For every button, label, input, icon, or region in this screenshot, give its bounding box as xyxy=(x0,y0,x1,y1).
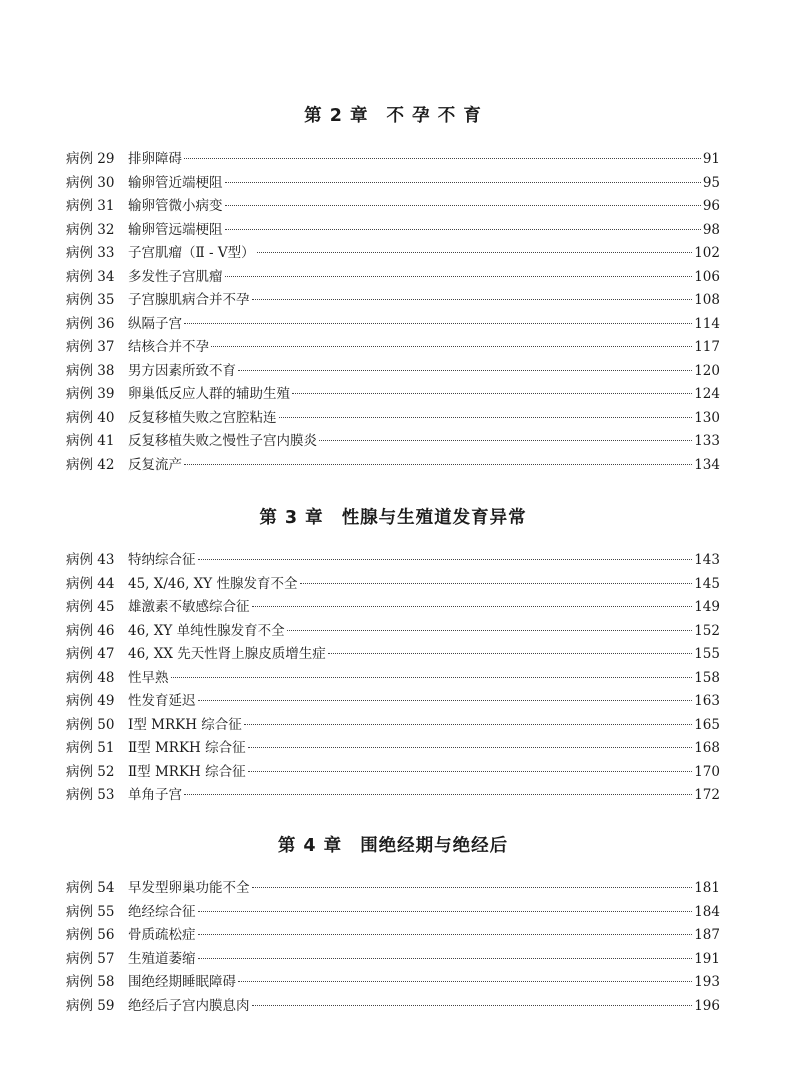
dot-leader xyxy=(238,981,692,982)
page-number: 187 xyxy=(694,927,720,943)
toc-list xyxy=(66,877,720,1018)
dot-leader xyxy=(198,559,693,560)
dot-leader xyxy=(287,630,693,631)
toc-entry[interactable] xyxy=(66,690,720,714)
case-title: 输卵管近端梗阻 xyxy=(128,174,223,191)
case-title: 特纳综合征 xyxy=(128,552,196,568)
case-number: 病例 57 xyxy=(66,950,115,967)
page-number: 149 xyxy=(694,599,720,615)
dot-leader xyxy=(171,677,693,678)
toc-entry[interactable] xyxy=(66,360,720,384)
case-number: 病例 43 xyxy=(66,552,115,568)
case-title: 46, XY 单纯性腺发育不全 xyxy=(128,622,285,639)
toc-entry[interactable] xyxy=(66,924,720,948)
page-number: 152 xyxy=(694,622,720,639)
toc-entry[interactable] xyxy=(66,667,720,691)
chapter-heading xyxy=(66,834,720,858)
toc-entry[interactable] xyxy=(66,877,720,901)
toc-entry[interactable] xyxy=(66,242,720,266)
toc-entry[interactable] xyxy=(66,784,720,808)
page-number: 170 xyxy=(694,763,720,780)
dot-leader xyxy=(184,158,701,159)
case-number: 病例 48 xyxy=(66,669,115,686)
case-title: 性发育延迟 xyxy=(128,693,196,709)
dot-leader xyxy=(328,653,692,654)
case-title: 早发型卵巢功能不全 xyxy=(128,880,250,896)
page-number: 124 xyxy=(694,386,720,402)
dot-leader xyxy=(225,229,701,230)
case-number: 病例 56 xyxy=(66,927,115,943)
chapter-title: 不 孕 不 育 xyxy=(386,106,482,126)
case-number: 病例 42 xyxy=(66,456,115,473)
case-number: 病例 34 xyxy=(66,268,115,285)
page-number: 196 xyxy=(694,997,720,1014)
page-number: 143 xyxy=(694,552,720,568)
dot-leader xyxy=(225,276,693,277)
dot-leader xyxy=(257,252,693,253)
case-title: 多发性子宫肌瘤 xyxy=(128,268,223,285)
page-number: 155 xyxy=(694,646,720,662)
page-number: 172 xyxy=(694,787,720,803)
case-title: 绝经综合征 xyxy=(128,903,196,920)
toc-entry[interactable] xyxy=(66,573,720,597)
case-title: 排卵障碍 xyxy=(128,151,182,167)
page-number: 114 xyxy=(694,315,720,332)
dot-leader xyxy=(184,464,692,465)
case-title: 雄激素不敏感综合征 xyxy=(128,599,250,615)
toc-entry[interactable] xyxy=(66,971,720,995)
case-number: 病例 37 xyxy=(66,339,115,355)
dot-leader xyxy=(225,205,701,206)
dot-leader xyxy=(211,346,692,347)
toc-entry[interactable] xyxy=(66,995,720,1019)
dot-leader xyxy=(252,299,693,300)
case-title: 子宫腺肌病合并不孕 xyxy=(128,292,250,308)
dot-leader xyxy=(198,911,693,912)
toc-entry[interactable] xyxy=(66,643,720,667)
toc-entry[interactable] xyxy=(66,454,720,478)
case-number: 病例 50 xyxy=(66,716,115,733)
page-number: 134 xyxy=(694,456,720,473)
case-title: Ⅱ型 MRKH 综合征 xyxy=(128,763,246,780)
case-number: 病例 40 xyxy=(66,409,115,426)
chapter-title: 性腺与生殖道发育异常 xyxy=(341,508,527,528)
case-title: 反复流产 xyxy=(128,456,182,473)
toc-entry[interactable] xyxy=(66,948,720,972)
toc-entry[interactable] xyxy=(66,549,720,573)
toc-entry[interactable] xyxy=(66,761,720,785)
dot-leader xyxy=(252,887,693,888)
case-title: 输卵管远端梗阻 xyxy=(128,221,223,238)
case-number: 病例 51 xyxy=(66,740,115,756)
case-title: 反复移植失败之宫腔粘连 xyxy=(128,409,277,426)
page-number: 95 xyxy=(702,174,720,191)
case-number: 病例 32 xyxy=(66,221,115,238)
page-number: 96 xyxy=(702,198,720,214)
case-number: 病例 49 xyxy=(66,693,115,709)
case-number: 病例 29 xyxy=(66,151,115,167)
case-number: 病例 46 xyxy=(66,622,115,639)
case-number: 病例 31 xyxy=(66,198,115,214)
case-number: 病例 59 xyxy=(66,997,115,1014)
case-number: 病例 47 xyxy=(66,646,115,662)
chapter-4 xyxy=(66,834,720,1014)
dot-leader xyxy=(238,370,692,371)
chapter-3 xyxy=(66,506,720,803)
toc-entry[interactable] xyxy=(66,620,720,644)
dot-leader xyxy=(244,724,692,725)
toc-entry[interactable] xyxy=(66,219,720,243)
toc-entry[interactable] xyxy=(66,313,720,337)
toc-entry[interactable] xyxy=(66,195,720,219)
chapter-number: 第 2 章 xyxy=(304,106,369,126)
case-title: 45, X/46, XY 性腺发育不全 xyxy=(128,575,298,592)
case-title: 性早熟 xyxy=(128,669,169,686)
dot-leader xyxy=(319,440,692,441)
page-number: 133 xyxy=(694,433,720,449)
page-number: 184 xyxy=(694,903,720,920)
dot-leader xyxy=(279,417,693,418)
case-number: 病例 58 xyxy=(66,974,115,990)
toc-entry[interactable] xyxy=(66,407,720,431)
chapter-2 xyxy=(66,104,720,473)
page-number: 145 xyxy=(694,575,720,592)
toc-list xyxy=(66,148,720,477)
toc-entry[interactable] xyxy=(66,336,720,360)
dot-leader xyxy=(184,323,692,324)
case-title: Ⅱ型 MRKH 综合征 xyxy=(128,740,246,756)
case-title: 结核合并不孕 xyxy=(128,339,209,355)
dot-leader xyxy=(198,958,693,959)
case-title: 单角子宫 xyxy=(128,787,182,803)
dot-leader xyxy=(248,771,693,772)
page-number: 193 xyxy=(694,974,720,990)
toc-entry[interactable] xyxy=(66,901,720,925)
case-number: 病例 33 xyxy=(66,245,115,261)
case-number: 病例 36 xyxy=(66,315,115,332)
toc-entry[interactable] xyxy=(66,148,720,172)
case-title: 46, XX 先天性肾上腺皮质增生症 xyxy=(128,646,326,662)
dot-leader xyxy=(198,934,693,935)
page-number: 165 xyxy=(694,716,720,733)
dot-leader xyxy=(198,700,693,701)
page-number: 117 xyxy=(694,339,720,355)
page-number: 102 xyxy=(694,245,720,261)
page-number: 191 xyxy=(694,950,720,967)
dot-leader xyxy=(300,583,693,584)
chapter-heading xyxy=(66,104,720,128)
case-number: 病例 52 xyxy=(66,763,115,780)
case-title: 卵巢低反应人群的辅助生殖 xyxy=(128,386,290,402)
toc-entry[interactable] xyxy=(66,172,720,196)
case-title: 绝经后子宫内膜息肉 xyxy=(128,997,250,1014)
page-number: 91 xyxy=(702,151,720,167)
case-title: 反复移植失败之慢性子宫内膜炎 xyxy=(128,433,317,449)
case-number: 病例 35 xyxy=(66,292,115,308)
case-title: 生殖道萎缩 xyxy=(128,950,196,967)
toc-entry[interactable] xyxy=(66,714,720,738)
case-number: 病例 54 xyxy=(66,880,115,896)
dot-leader xyxy=(225,182,701,183)
toc-entry[interactable] xyxy=(66,266,720,290)
case-title: 输卵管微小病变 xyxy=(128,198,223,214)
dot-leader xyxy=(252,1005,693,1006)
chapter-number: 第 3 章 xyxy=(259,508,324,528)
dot-leader xyxy=(292,393,692,394)
case-number: 病例 38 xyxy=(66,362,115,379)
case-title: Ⅰ型 MRKH 综合征 xyxy=(128,716,242,733)
case-number: 病例 44 xyxy=(66,575,115,592)
dot-leader xyxy=(252,606,693,607)
chapter-title: 围绝经期与绝经后 xyxy=(360,836,509,856)
page-number: 163 xyxy=(694,693,720,709)
toc-entry[interactable] xyxy=(66,289,720,313)
toc-entry[interactable] xyxy=(66,383,720,407)
toc-list xyxy=(66,549,720,808)
case-number: 病例 30 xyxy=(66,174,115,191)
dot-leader xyxy=(184,794,692,795)
case-title: 子宫肌瘤（Ⅱ - Ⅴ型） xyxy=(128,245,255,261)
toc-entry[interactable] xyxy=(66,596,720,620)
page-number: 106 xyxy=(694,268,720,285)
toc-entry[interactable] xyxy=(66,430,720,454)
page-number: 108 xyxy=(694,292,720,308)
toc-entry[interactable] xyxy=(66,737,720,761)
page-number: 98 xyxy=(702,221,720,238)
case-title: 骨质疏松症 xyxy=(128,927,196,943)
case-title: 围绝经期睡眠障碍 xyxy=(128,974,236,990)
case-number: 病例 55 xyxy=(66,903,115,920)
page-number: 130 xyxy=(694,409,720,426)
case-number: 病例 45 xyxy=(66,599,115,615)
page-number: 158 xyxy=(694,669,720,686)
page-number: 120 xyxy=(694,362,720,379)
chapter-number: 第 4 章 xyxy=(277,836,343,856)
dot-leader xyxy=(248,747,693,748)
case-title: 男方因素所致不育 xyxy=(128,362,236,379)
case-title: 纵隔子宫 xyxy=(128,315,182,332)
case-number: 病例 53 xyxy=(66,787,115,803)
page-number: 181 xyxy=(694,880,720,896)
page-number: 168 xyxy=(694,740,720,756)
case-number: 病例 41 xyxy=(66,433,115,449)
case-number: 病例 39 xyxy=(66,386,115,402)
chapter-heading xyxy=(66,506,720,530)
